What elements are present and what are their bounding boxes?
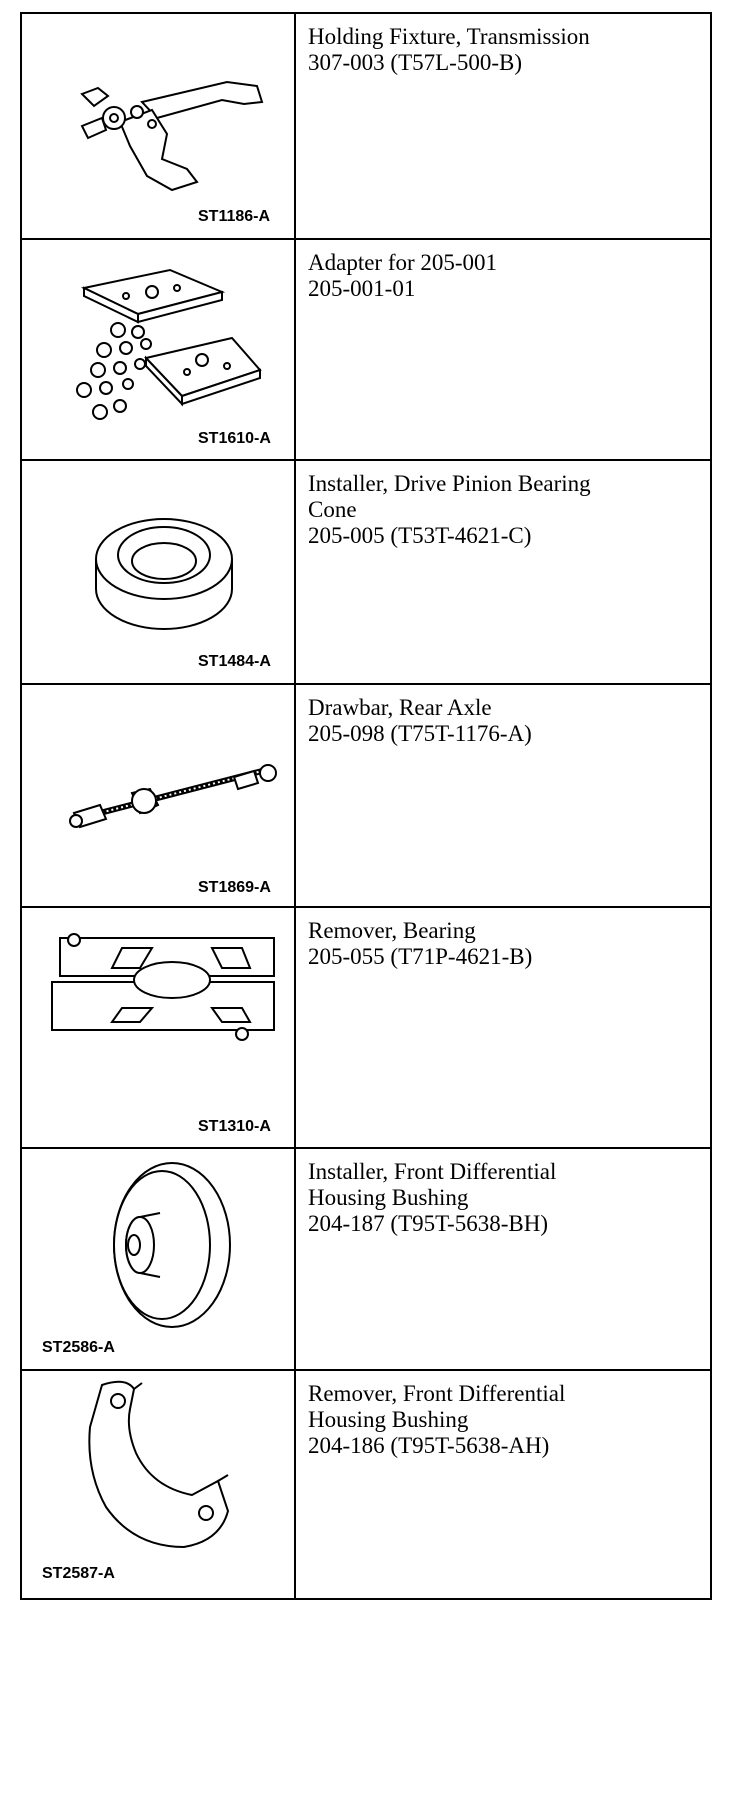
- figure-code: ST1610-A: [198, 430, 271, 447]
- bushing-installer-illustration-icon: [22, 1149, 294, 1369]
- table-row: [22, 1371, 710, 1598]
- tool-name: Remover, Front Differential: [308, 1381, 566, 1406]
- figure-code: ST1310-A: [198, 1118, 271, 1135]
- bearing-cone-installer-illustration-icon: [22, 461, 294, 683]
- adapter-plates-illustration-icon: [22, 240, 294, 459]
- tool-name: Adapter for 205-001: [308, 250, 498, 275]
- figure-code: ST1869-A: [198, 879, 271, 896]
- tool-description: [296, 1371, 710, 1598]
- tool-name-continued: Cone: [308, 497, 357, 522]
- table-row: [22, 908, 710, 1149]
- special-tools-table: [20, 12, 712, 1600]
- table-row: [22, 14, 710, 240]
- tool-part-number: 204-187 (T95T-5638-BH): [308, 1211, 548, 1236]
- table-row: [22, 1149, 710, 1371]
- tool-part-number: 204-186 (T95T-5638-AH): [308, 1433, 550, 1458]
- illustration-cell: [22, 1371, 296, 1598]
- illustration-cell: [22, 908, 296, 1147]
- tool-name: Installer, Drive Pinion Bearing: [308, 471, 591, 496]
- tool-description: [296, 908, 710, 1147]
- tool-description: [296, 461, 710, 683]
- table-row: [22, 685, 710, 908]
- figure-code: ST2587-A: [42, 1565, 115, 1582]
- tool-name: Remover, Bearing: [308, 918, 476, 943]
- table-row: [22, 240, 710, 461]
- table-row: [22, 461, 710, 685]
- illustration-cell: [22, 685, 296, 906]
- tool-part-number: 205-098 (T75T-1176-A): [308, 721, 532, 746]
- drawbar-illustration-icon: [22, 685, 294, 906]
- tool-name-continued: Housing Bushing: [308, 1407, 469, 1432]
- tool-name: Drawbar, Rear Axle: [308, 695, 492, 720]
- tool-description: [296, 1149, 710, 1369]
- tool-description: [296, 14, 710, 238]
- illustration-cell: [22, 1149, 296, 1369]
- illustration-cell: [22, 14, 296, 238]
- tool-part-number: 307-003 (T57L-500-B): [308, 50, 522, 75]
- tool-description: [296, 240, 710, 459]
- bushing-remover-illustration-icon: [22, 1371, 294, 1596]
- figure-code: ST1484-A: [198, 653, 271, 670]
- tool-part-number: 205-005 (T53T-4621-C): [308, 523, 532, 548]
- illustration-cell: [22, 240, 296, 459]
- tool-part-number: 205-055 (T71P-4621-B): [308, 944, 533, 969]
- tool-name: Holding Fixture, Transmission: [308, 24, 590, 49]
- tool-name: Installer, Front Differential: [308, 1159, 557, 1184]
- tool-description: [296, 685, 710, 906]
- tool-name-continued: Housing Bushing: [308, 1185, 469, 1210]
- illustration-cell: [22, 461, 296, 683]
- holding-fixture-illustration-icon: [22, 14, 294, 238]
- figure-code: ST1186-A: [198, 208, 271, 225]
- tool-part-number: 205-001-01: [308, 276, 416, 301]
- bearing-remover-illustration-icon: [22, 908, 294, 1147]
- figure-code: ST2586-A: [42, 1339, 115, 1356]
